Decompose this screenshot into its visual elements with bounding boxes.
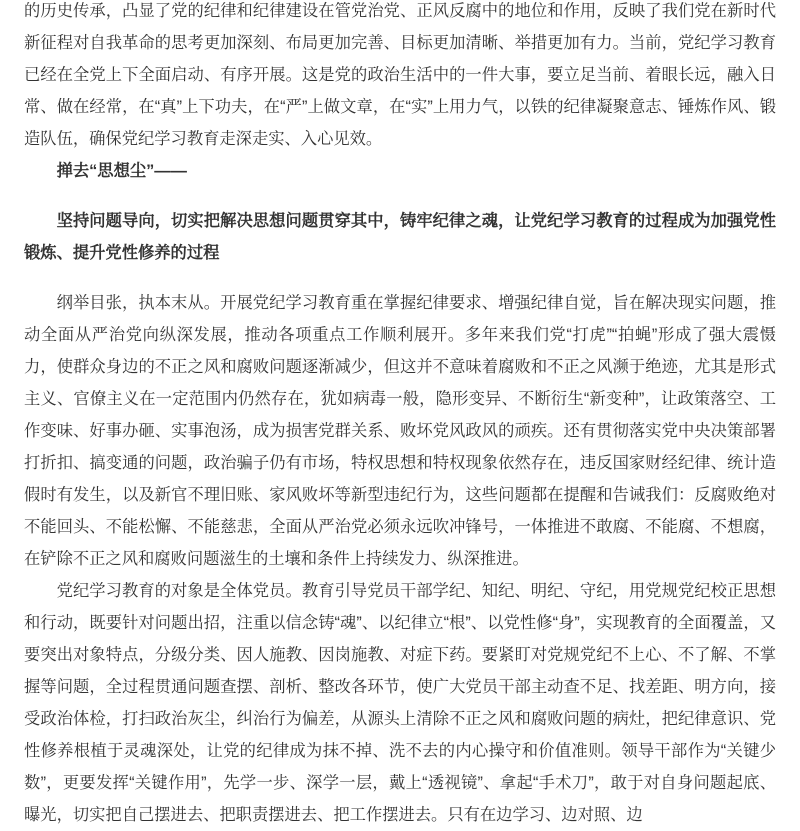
section-subtitle: 坚持问题导向，切实把解决思想问题贯穿其中，铸牢纪律之魂，让党纪学习教育的过程成为加强党性锻炼、提升党性修养的过程 — [24, 212, 776, 262]
section-heading: 掸去“思想尘”—— — [56, 162, 187, 180]
article-paragraph: 的历史传承，凸显了党的纪律和纪律建设在管党治党、正风反腐中的地位和作用，反映了我们党在新时代新征程对自我革命的思考更加深刻、布局更加完善、目标更加清晰、举措更加有力。当前，党纪学习教育已经在全党上下全面启动、有序开展。这是党的政治生活中的一件大事，要立足当前、着眼长远，融入日常、做在经常，在“真”上下功夫，在“严”上做文章，在“实”上用力气，以铁的纪律凝聚意志、锤炼作风、锻造队伍，确保党纪学习教育走深走实、入心见效。 — [24, 2, 776, 148]
article-paragraph: 纲举目张，执本末从。开展党纪学习教育重在掌握纪律要求、增强纪律自觉，旨在解决现实问题，推动全面从严治党向纵深发展，推动各项重点工作顺利展开。多年来我们党“打虎”“拍蝇”形成了强大震慑力，使群众身边的不正之风和腐败问题逐渐减少，但这并不意味着腐败和不正之风濒于绝迹，尤其是形式主义、官僚主义在一定范围内仍然存在，犹如病毒一般，隐形变异、不断衍生“新变种”，让政策落空、工作变味、好事办砸、实事泡汤，成为损害党群关系、败坏党风政风的顽疾。还有贯彻落实党中央决策部署打折扣、搞变通的问题，政治骗子仍有市场，特权思想和特权现象依然存在，违反国家财经纪律、统计造假时有发生，以及新官不理旧账、家风败坏等新型违纪行为，这些问题都在提醒和告诫我们：反腐败绝对不能回头、不能松懈、不能慈悲，全面从严治党必须永远吹冲锋号，一体推进不敢腐、不能腐、不想腐，在铲除不正之风和腐败问题滋生的土壤和条件上持续发力、纵深推进。 — [24, 294, 776, 568]
article-paragraph: 党纪学习教育的对象是全体党员。教育引导党员干部学纪、知纪、明纪、守纪，用党规党纪校正思想和行动，既要针对问题出招，注重以信念铸“魂”、以纪律立“根”、以党性修“身”，实现教育的全面覆盖，又要突出对象特点，分级分类、因人施教、因岗施教、对症下药。要紧盯对党规党纪不上心、不了解、不掌握等问题，全过程贯通问题查摆、剖析、整改各环节，使广大党员干部主动查不足、找差距、明方向，接受政治体检，打扫政治灰尘，纠治行为偏差，从源头上清除不正之风和腐败问题的病灶，把纪律意识、党性修养根植于灵魂深处，让党的纪律成为抹不掉、洗不去的内心操守和价值准则。领导干部作为“关键少数”，更要发挥“关键作用”，先学一步、深学一层，戴上“透视镜”、拿起“手术刀”，敢于对自身问题起底、曝光，切实把自己摆进去、把职责摆进去、把工作摆进去。只有在边学习、边对照、边 — [24, 582, 776, 824]
